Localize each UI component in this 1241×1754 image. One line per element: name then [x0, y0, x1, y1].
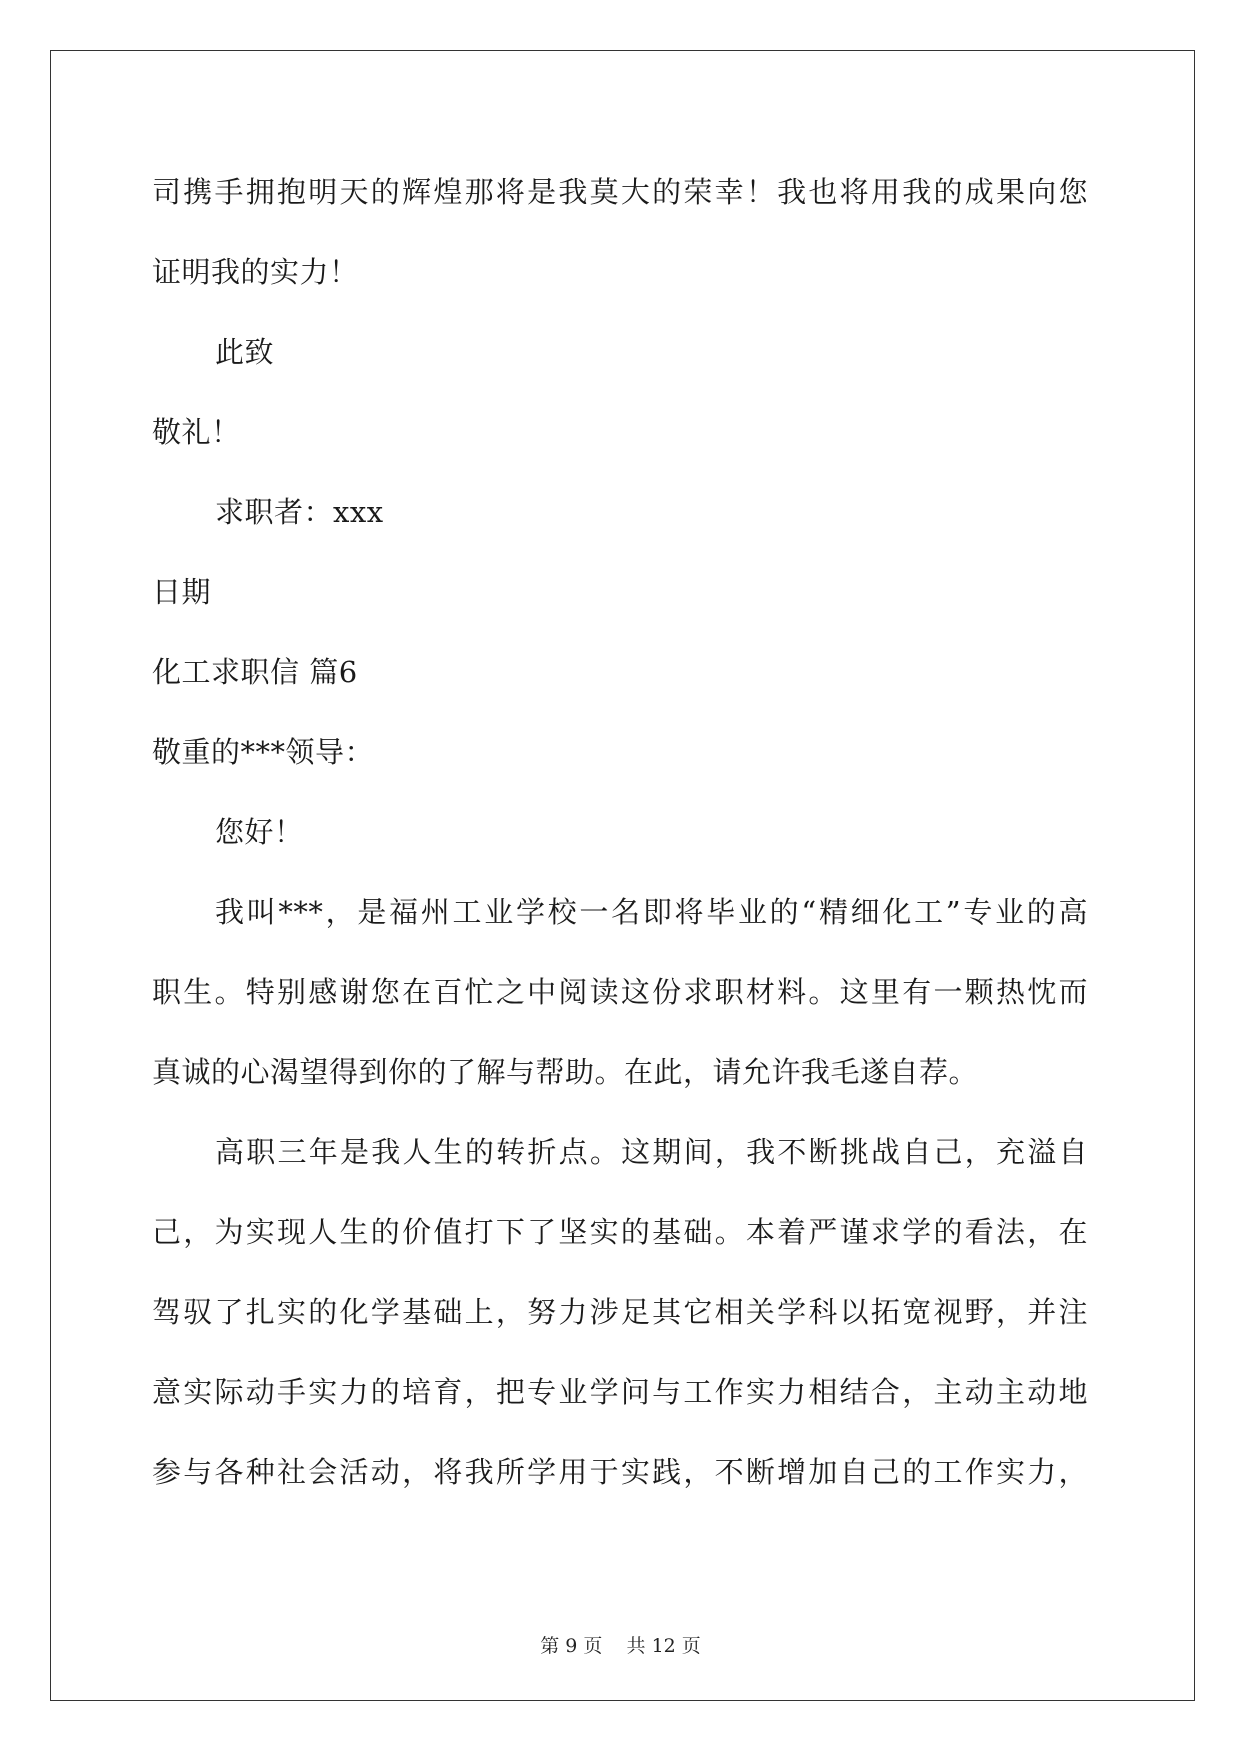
body-line: 证明我的实力！	[152, 255, 359, 289]
closing-salutation: 此致	[215, 335, 275, 369]
body-line: 驾驭了扎实的化学基础上，努力涉足其它相关学科以拓宽视野，并注	[152, 1295, 1088, 1329]
body-line: 己，为实现人生的价值打下了坚实的基础。本着严谨求学的看法，在	[152, 1215, 1088, 1249]
greeting-hello: 您好！	[215, 815, 304, 849]
body-line: 参与各种社会活动，将我所学用于实践，不断增加自己的工作实力，	[152, 1455, 1088, 1489]
body-line: 职生。特别感谢您在百忙之中阅读这份求职材料。这里有一颗热忱而	[152, 975, 1088, 1009]
body-line: 高职三年是我人生的转折点。这期间，我不断挑战自己，充溢自	[215, 1135, 1088, 1169]
section-heading: 化工求职信 篇6	[152, 655, 358, 689]
body-line: 真诚的心渴望得到你的了解与帮助。在此，请允许我毛遂自荐。	[152, 1055, 979, 1089]
page-total: 共 12 页	[626, 1635, 701, 1657]
greeting-line: 敬重的***领导：	[152, 735, 375, 769]
body-line: 我叫***，是福州工业学校一名即将毕业的“精细化工”专业的高	[215, 895, 1088, 929]
page-number: 第 9 页	[540, 1635, 603, 1657]
page-footer	[0, 1634, 1241, 1658]
signature-line: 求职者：xxx	[215, 495, 384, 529]
body-line: 司携手拥抱明天的辉煌那将是我莫大的荣幸！我也将用我的成果向您	[152, 175, 1088, 209]
body-line: 意实际动手实力的培育，把专业学问与工作实力相结合，主动主动地	[152, 1375, 1088, 1409]
date-line: 日期	[152, 575, 212, 609]
closing-regards: 敬礼！	[152, 415, 241, 449]
